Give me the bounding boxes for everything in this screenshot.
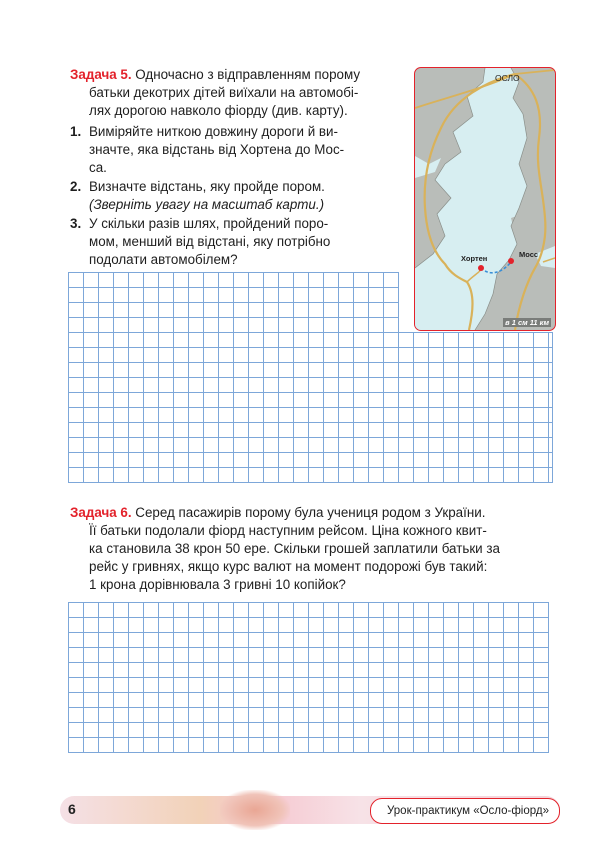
task-6-line: 1 крона дорівнювала 3 гривні 10 копійок? — [89, 577, 346, 592]
step-line: мом, менший від відстані, яку потрібно — [89, 234, 331, 249]
task-6-line: Її батьки подолали фіорд наступним рейсом. Ціна кожного квит- — [89, 523, 487, 538]
task-6-line: ка становила 38 крон 50 ере. Скільки грошей заплатили батьки за — [89, 541, 500, 556]
horten-point — [478, 265, 484, 271]
task-6-label: Задача 6. — [70, 505, 132, 520]
fjord-map-drawing — [415, 68, 555, 330]
footer-decoration — [220, 790, 290, 830]
map-label-oslo: ОСЛО — [495, 73, 520, 83]
moss-point — [508, 258, 514, 264]
step-line: са. — [89, 160, 107, 175]
task-5-steps — [70, 123, 402, 269]
task-6-line: рейс у гривнях, якщо курс валют на момент подорожі був такий: — [89, 559, 488, 574]
page-footer — [60, 790, 560, 830]
task-6-text: Серед пасажирів порому була учениця родом з України. — [131, 505, 486, 520]
step-number: 1. — [70, 124, 82, 139]
answer-grid-task-5 — [68, 272, 399, 483]
task-5-intro-line: батьки декотрих дітей виїхали на автомобі- — [89, 85, 359, 100]
task-5-step — [70, 178, 402, 214]
task-5-step — [70, 215, 402, 269]
step-line: подолати автомобілем? — [89, 252, 238, 267]
fjord-map — [414, 67, 556, 331]
lesson-title: Урок-практикум «Осло-фіорд» — [370, 798, 560, 824]
step-line: У скільки разів шлях, пройдений поро- — [89, 216, 329, 231]
answer-grid-task-5-extension — [398, 332, 553, 483]
step-line: значте, яка відстань від Хортена до Мос- — [89, 142, 345, 157]
map-label-moss: Мосс — [519, 250, 539, 259]
task-5-intro-line: лях дорогою навколо фіорду (див. карту). — [89, 103, 348, 118]
step-hint: (Зверніть увагу на масштаб карти.) — [89, 197, 325, 212]
step-number: 3. — [70, 216, 82, 231]
step-line: Виміряйте ниткою довжину дороги й ви- — [89, 124, 338, 139]
task-5-label: Задача 5. — [70, 67, 132, 82]
answer-grid-task-6 — [68, 602, 549, 753]
page-number: 6 — [68, 801, 76, 817]
task-6-line — [70, 504, 554, 522]
map-label-horten: Хортен — [461, 254, 488, 263]
task-5-intro — [70, 66, 402, 120]
task-5-intro-line: Одночасно з відправленням порому — [131, 67, 361, 82]
step-line: Визначте відстань, яку пройде пором. — [89, 179, 325, 194]
task-5-step — [70, 123, 402, 177]
map-scale-label: в 1 см 11 км — [505, 318, 549, 327]
task-6 — [70, 504, 554, 594]
task-5 — [70, 66, 402, 270]
road — [515, 70, 555, 74]
step-number: 2. — [70, 179, 82, 194]
